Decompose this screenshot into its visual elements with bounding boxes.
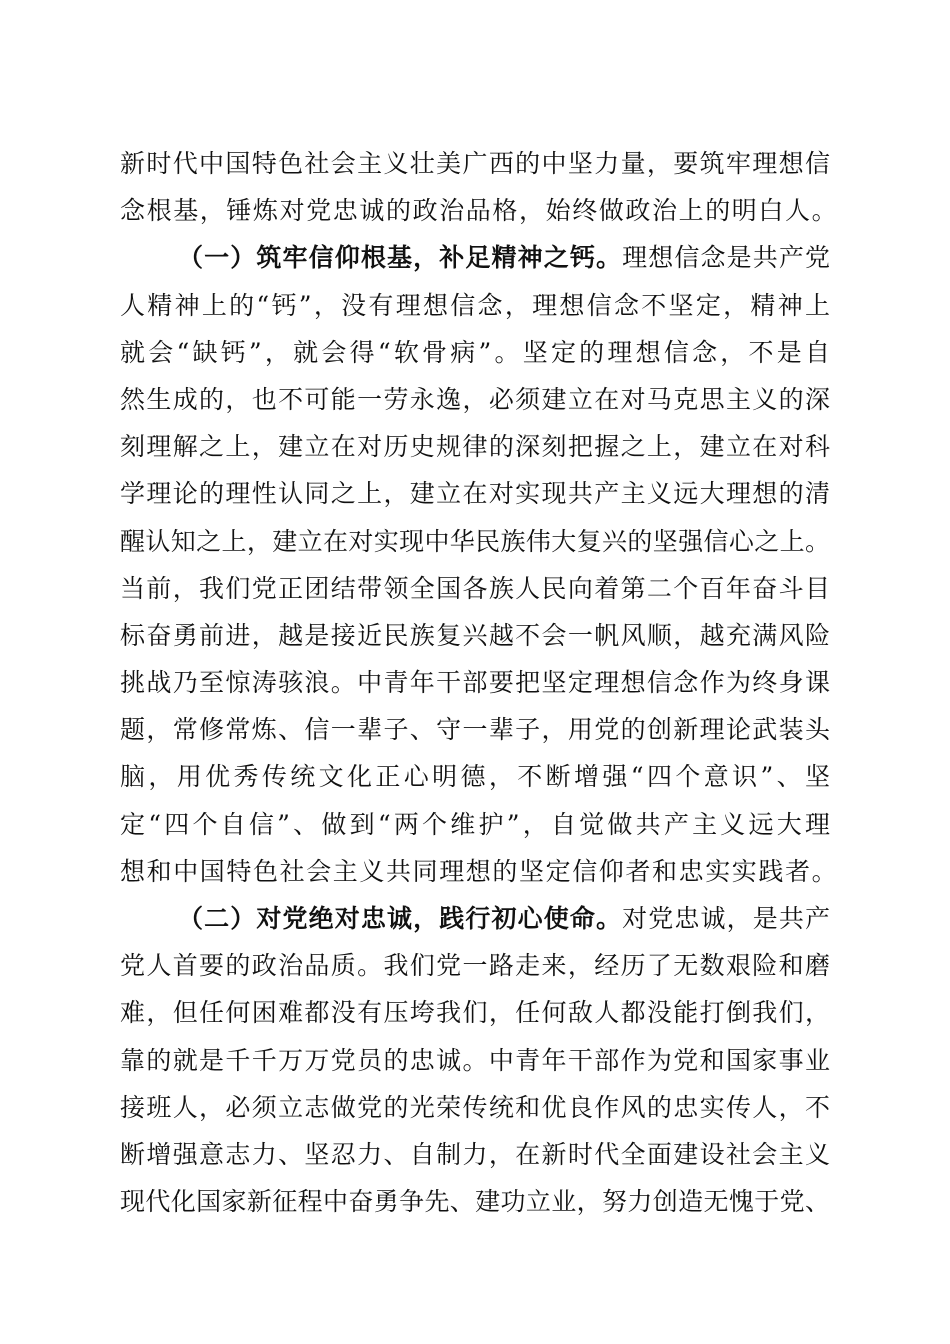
body-text [120, 140, 839, 1225]
paragraph-line: 新时代中国特色社会主义壮美广西的中坚力量，要筑牢理想信 [120, 149, 830, 178]
paragraph-line: 现代化国家新征程中奋勇争先、建功立业，努力创造无愧于党、 [120, 1187, 830, 1217]
paragraph-line: 断增强意志力、坚忍力、自制力，在新时代全面建设社会主义 [120, 1139, 830, 1169]
paragraph-line: 然生成的，也不可能一劳永逸，必须建立在对马克思主义的深 [120, 384, 830, 414]
paragraph-line: 人精神上的“钙”，没有理想信念，理想信念不坚定，精神上 [120, 290, 830, 320]
section-1-lead-text: 理想信念是共产党 [622, 243, 830, 273]
section-2-first-line [120, 895, 830, 942]
paragraph-line: 靠的就是千千万万党员的忠诚。中青年干部作为党和国家事业 [120, 1045, 830, 1075]
section-1-heading: （一）筑牢信仰根基，补足精神之钙。 [178, 243, 623, 273]
paragraph-line: 刻理解之上，建立在对历史规律的深刻把握之上，建立在对科 [120, 432, 830, 462]
section-1-first-line [120, 234, 830, 281]
paragraph-line: 学理论的理性认同之上，建立在对实现共产主义远大理想的清 [120, 479, 830, 509]
paragraph-line: 题，常修常炼、信一辈子、守一辈子，用党的创新理论武装头 [120, 715, 830, 745]
paragraph-line: 想和中国特色社会主义共同理想的坚定信仰者和忠实实践者。 [120, 856, 839, 886]
paragraph-line: 当前，我们党正团结带领全国各族人民向着第二个百年奋斗目 [120, 573, 830, 603]
paragraph-line: 标奋勇前进，越是接近民族复兴越不会一帆风顺，越充满风险 [120, 620, 830, 650]
paragraph-line: 念根基，锤炼对党忠诚的政治品格，始终做政治上的明白人。 [120, 196, 839, 226]
paragraph-line: 定“四个自信”、做到“两个维护”，自觉做共产主义远大理 [120, 809, 830, 839]
section-2-heading: （二）对党绝对忠诚，践行初心使命。 [178, 904, 623, 933]
paragraph-line: 难，但任何困难都没有压垮我们，任何敌人都没能打倒我们， [120, 998, 830, 1028]
paragraph-line: 醒认知之上，建立在对实现中华民族伟大复兴的坚强信心之上。 [120, 526, 830, 556]
paragraph-line: 脑，用优秀传统文化正心明德，不断增强“四个意识”、坚 [120, 762, 830, 792]
paragraph-line: 接班人，必须立志做党的光荣传统和优良作风的忠实传人，不 [120, 1092, 830, 1122]
paragraph-line: 挑战乃至惊涛骇浪。中青年干部要把坚定理想信念作为终身课 [120, 668, 830, 698]
paragraph-line: 就会“缺钙”，就会得“软骨病”。坚定的理想信念，不是自 [120, 337, 830, 367]
paragraph-line: 党人首要的政治品质。我们党一路走来，经历了无数艰险和磨 [120, 951, 830, 981]
section-2-lead-text: 对党忠诚，是共产 [622, 904, 830, 933]
